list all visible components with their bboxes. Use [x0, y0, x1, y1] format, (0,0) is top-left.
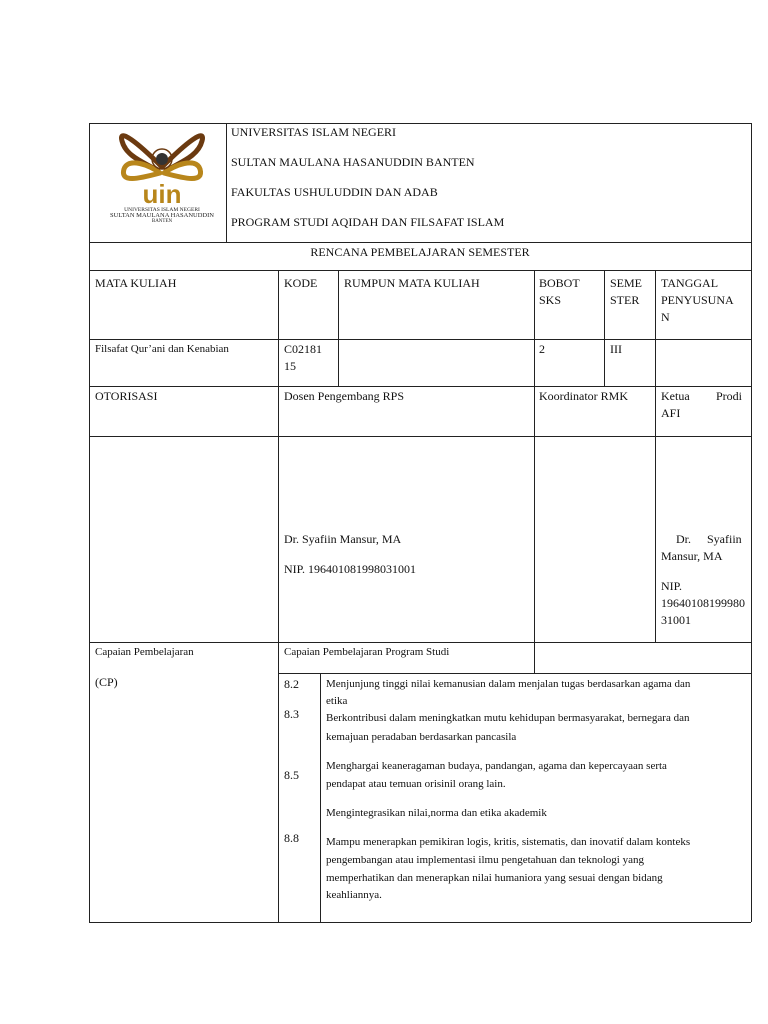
- cp-prodi-label: Capaian Pembelajaran Program Studi: [284, 646, 450, 658]
- program-name: PROGRAM STUDI AQIDAH DAN FILSAFAT ISLAM: [231, 215, 505, 229]
- logo-caption-3: BANTEN: [151, 219, 173, 223]
- logo-mark: uin: [142, 179, 182, 209]
- uin-logo: [98, 123, 226, 223]
- table-rule-vertical: [534, 270, 535, 673]
- cp-code: 8.5: [284, 768, 299, 782]
- cp-item-text: pengembangan atau implementasi ilmu pengetahuan dan teknologi yang: [326, 854, 644, 866]
- table-border-bottom: [89, 922, 751, 923]
- course-semester: III: [610, 342, 622, 356]
- col-rumpun: RUMPUN MATA KULIAH: [344, 276, 480, 290]
- cp-code: 8.3: [284, 707, 299, 721]
- col-mata-kuliah: MATA KULIAH: [95, 276, 177, 290]
- ketua-nip-2: 19640108199980: [661, 596, 745, 610]
- ketua-label-1: Ketua: [661, 389, 690, 403]
- cp-item-text: etika: [326, 695, 348, 707]
- ketua-name-1: Dr.: [676, 532, 691, 546]
- cp-item-text: Mengintegrasikan nilai,norma dan etika akademik: [326, 807, 547, 819]
- table-rule-vertical: [320, 673, 321, 922]
- ketua-name-2: Syafiin: [707, 532, 742, 546]
- table-rule: [89, 386, 751, 387]
- logo-center-dot: [156, 153, 168, 165]
- cp-item-text: Mampu menerapkan pemikiran logis, kritis, sistematis, dan inovatif dalam konteks: [326, 836, 691, 848]
- university-name-2: SULTAN MAULANA HASANUDDIN BANTEN: [231, 155, 475, 169]
- ketua-nip-1: NIP.: [661, 579, 683, 593]
- table-rule: [278, 673, 751, 674]
- dosen-nip: NIP. 196401081998031001: [284, 562, 417, 576]
- course-code-1: C02181: [284, 342, 323, 356]
- col-bobot-1: BOBOT: [539, 276, 580, 290]
- table-rule: [89, 270, 751, 271]
- table-border-right: [751, 123, 752, 922]
- university-name: UNIVERSITAS ISLAM NEGERI: [231, 125, 397, 139]
- table-rule-vertical: [604, 270, 605, 386]
- table-rule-vertical: [655, 270, 656, 642]
- cp-item-text: memperhatikan dan menerapkan nilai humaniora yang sesuai dengan bidang: [326, 872, 663, 884]
- dosen-pengembang-label: Dosen Pengembang RPS: [284, 389, 404, 403]
- cp-item-text: Menjunjung tinggi nilai kemanusian dalam menjalan tugas berdasarkan agama dan: [326, 678, 691, 690]
- document-title: RENCANA PEMBELAJARAN SEMESTER: [310, 245, 530, 259]
- dosen-name: Dr. Syafiin Mansur, MA: [284, 532, 402, 546]
- ketua-label-2: Prodi: [716, 389, 743, 403]
- cp-abbr: (CP): [95, 675, 118, 689]
- cp-item-text: Menghargai keaneragaman budaya, pandangan, agama dan kepercayaan serta: [326, 760, 667, 772]
- cp-item-text: Berkontribusi dalam meningkatkan mutu kehidupan bermasyarakat, bernegara dan: [326, 712, 690, 724]
- ketua-nip-3: 31001: [661, 613, 691, 627]
- col-kode: KODE: [284, 276, 318, 290]
- col-tanggal-3: N: [661, 310, 670, 324]
- table-rule-vertical: [338, 270, 339, 386]
- cp-label: Capaian Pembelajaran: [95, 646, 194, 658]
- table-rule-vertical: [226, 123, 227, 242]
- faculty-name: FAKULTAS USHULUDDIN DAN ADAB: [231, 185, 438, 199]
- course-sks: 2: [539, 342, 545, 356]
- col-semester-2: STER: [610, 293, 640, 307]
- table-rule-vertical: [278, 270, 279, 922]
- cp-item-text: kemajuan peradaban berdasarkan pancasila: [326, 731, 517, 743]
- logo-caption-2: SULTAN MAULANA HASANUDDIN: [110, 212, 214, 219]
- col-semester-1: SEME: [610, 276, 643, 290]
- cp-code: 8.8: [284, 831, 299, 845]
- col-tanggal-1: TANGGAL: [661, 276, 719, 290]
- koordinator-label: Koordinator RMK: [539, 389, 628, 403]
- course-name: Filsafat Qur’ani dan Kenabian: [95, 343, 229, 355]
- cp-item-text: keahliannya.: [326, 889, 382, 901]
- col-tanggal-2: PENYUSUNA: [661, 293, 734, 307]
- course-code-2: 15: [284, 359, 296, 373]
- cp-item-text: pendapat atau temuan orisinil orang lain.: [326, 778, 506, 790]
- ketua-name-3: Mansur, MA: [661, 549, 723, 563]
- ketua-label-3: AFI: [661, 406, 681, 420]
- otorisasi-label: OTORISASI: [95, 389, 158, 403]
- logo-caption-1: UNIVERSITAS ISLAM NEGERI: [124, 207, 200, 213]
- col-bobot-2: SKS: [539, 293, 562, 307]
- cp-code: 8.2: [284, 677, 299, 691]
- table-rule: [89, 436, 751, 437]
